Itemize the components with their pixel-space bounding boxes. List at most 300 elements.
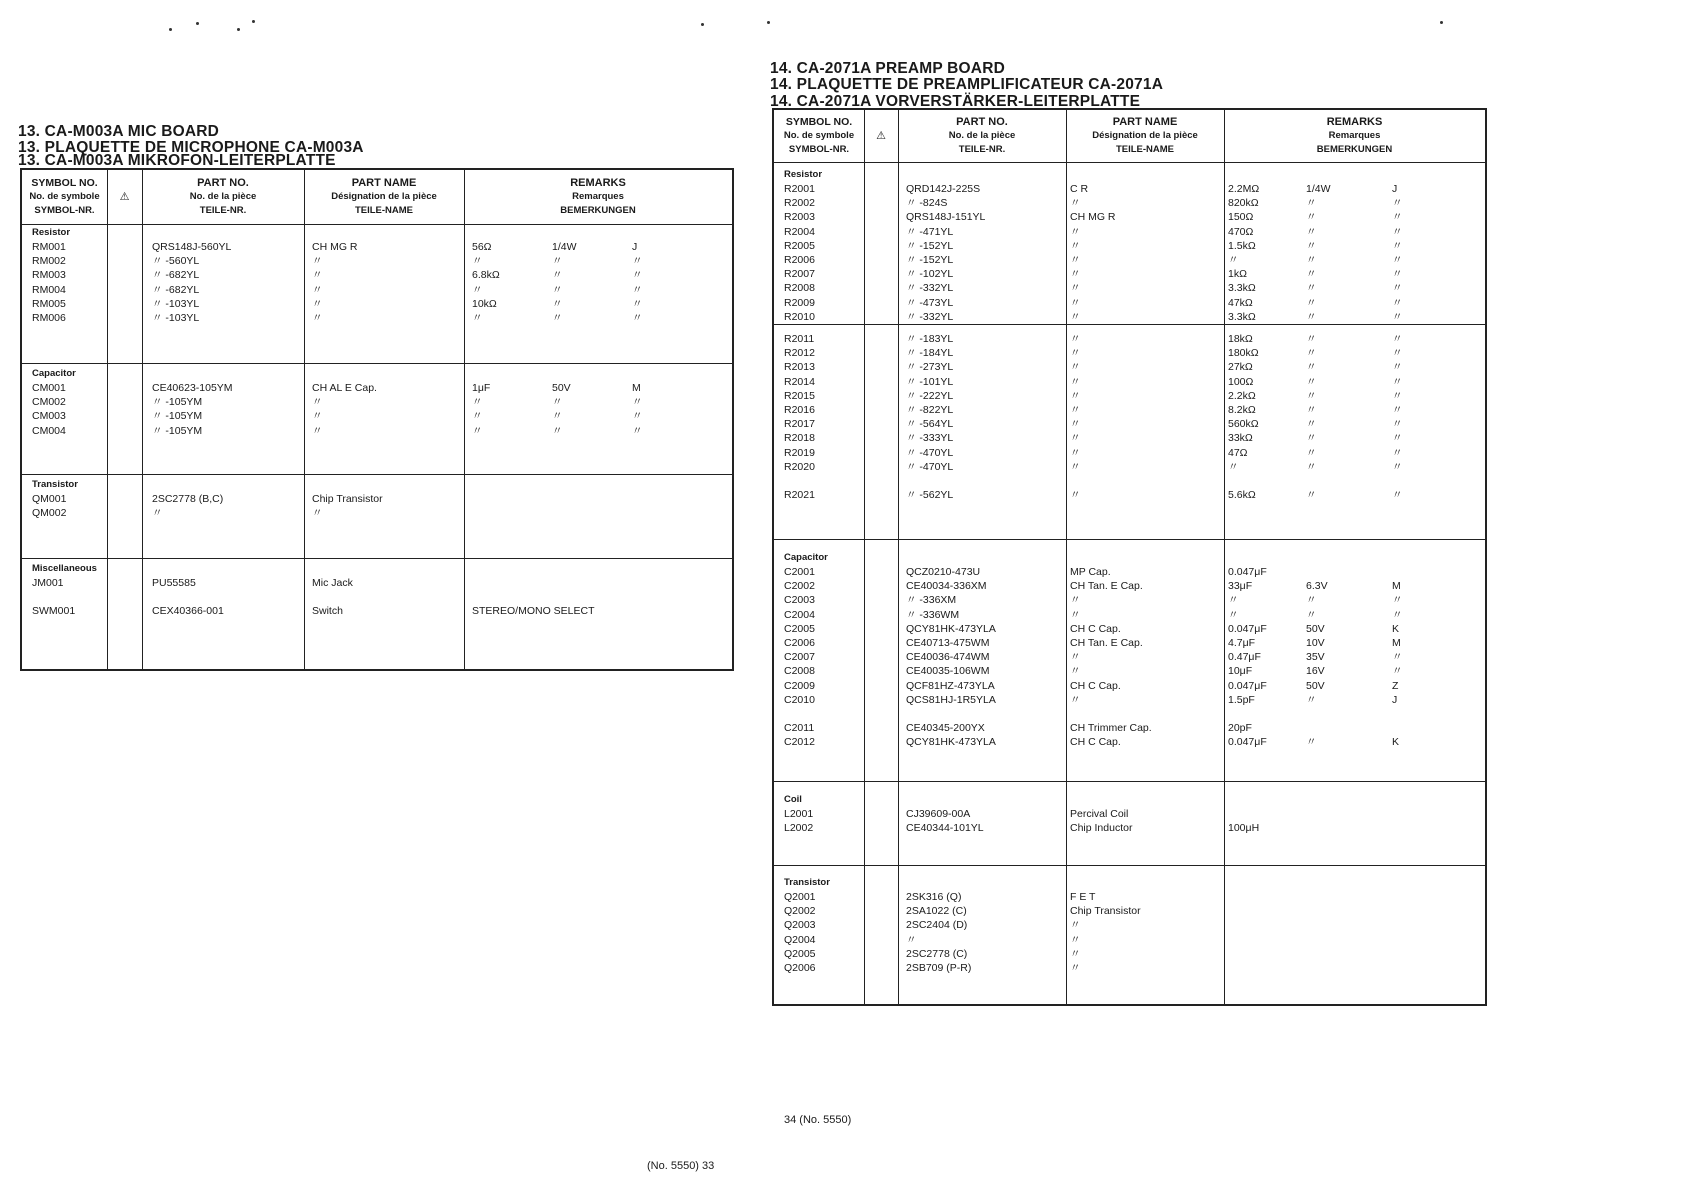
symbol-cell: RM005 xyxy=(32,298,66,310)
part-name-cell: CH MG R xyxy=(1070,211,1116,223)
part-name-cell: 〃 xyxy=(1070,390,1081,402)
part-name-cell: CH C Cap. xyxy=(1070,623,1121,635)
symbol-cell: C2011 xyxy=(784,722,815,734)
header-line: No. de la pièce xyxy=(189,191,257,202)
symbol-cell: C2010 xyxy=(784,694,815,706)
remark-rating-cell: 〃 xyxy=(1306,297,1317,309)
part-no-cell: CE40035-106WM xyxy=(906,665,990,677)
remark-value-cell: 150Ω xyxy=(1228,211,1254,223)
remark-value-cell: 4.7μF xyxy=(1228,637,1256,649)
symbol-cell: R2011 xyxy=(784,333,815,345)
remark-rating-cell: 〃 xyxy=(1306,333,1317,345)
part-no-cell: 〃 -103YL xyxy=(152,312,200,324)
symbol-cell: Q2004 xyxy=(784,934,816,946)
symbol-cell: JM001 xyxy=(32,577,64,589)
part-name-cell: 〃 xyxy=(312,298,323,310)
part-name-cell: 〃 xyxy=(1070,694,1081,706)
remark-value-cell: 〃 xyxy=(472,425,483,437)
part-no-cell: 〃 -103YL xyxy=(152,298,200,310)
header-line: No. de symbole xyxy=(29,191,100,202)
remark-rating-cell: 〃 xyxy=(1306,609,1317,621)
remark-rating-cell: 〃 xyxy=(552,396,563,408)
part-no-cell: 〃 -336XM xyxy=(906,594,957,606)
remark-tolerance-cell: M xyxy=(1392,637,1401,649)
remark-tolerance-cell: 〃 xyxy=(632,269,643,281)
part-no-cell: CE40345-200YX xyxy=(906,722,985,734)
remark-value-cell: STEREO/MONO SELECT xyxy=(472,605,595,617)
symbol-cell: C2009 xyxy=(784,680,815,692)
part-name-cell: CH C Cap. xyxy=(1070,736,1121,748)
remark-value-cell: 0.047μF xyxy=(1228,680,1267,692)
symbol-cell: C2012 xyxy=(784,736,815,748)
left-title-fr: 13. PLAQUETTE DE MICROPHONE CA-M003A xyxy=(18,139,364,156)
part-name-cell: 〃 xyxy=(1070,226,1081,238)
part-no-cell: QCF81HZ-473YLA xyxy=(906,680,995,692)
group-title: Coil xyxy=(784,794,802,805)
column-divider xyxy=(864,110,865,1004)
scan-speck xyxy=(196,22,199,25)
header-line: TEILE-NR. xyxy=(199,205,247,216)
group-title: Transistor xyxy=(32,479,78,490)
part-name-cell: F E T xyxy=(1070,891,1096,903)
symbol-cell: R2008 xyxy=(784,282,815,294)
symbol-cell: R2001 xyxy=(784,183,815,195)
right-title-de: 14. CA-2071A VORVERSTÄRKER-LEITERPLATTE xyxy=(770,93,1141,110)
part-no-cell: 2SC2778 (C) xyxy=(906,948,968,960)
part-no-cell: CJ39609-00A xyxy=(906,808,971,820)
remark-tolerance-cell: 〃 xyxy=(1392,665,1403,677)
remark-rating-cell: 〃 xyxy=(1306,311,1317,323)
remark-rating-cell: 〃 xyxy=(552,312,563,324)
part-no-cell: CE40713-475WM xyxy=(906,637,990,649)
remark-tolerance-cell: Z xyxy=(1392,680,1399,692)
part-no-cell: 〃 -152YL xyxy=(906,254,954,266)
remark-rating-cell: 50V xyxy=(1306,623,1325,635)
part-name-cell: 〃 xyxy=(1070,197,1081,209)
part-no-cell: 〃 -822YL xyxy=(906,404,954,416)
header-line: BEMERKUNGEN xyxy=(560,205,636,216)
part-name-cell: 〃 xyxy=(1070,404,1081,416)
scan-speck xyxy=(701,23,704,26)
remark-rating-cell: 〃 xyxy=(1306,736,1317,748)
scan-speck xyxy=(252,20,255,23)
remark-tolerance-cell: 〃 xyxy=(632,284,643,296)
header-line: PART NAME xyxy=(1112,116,1178,128)
group-title: Resistor xyxy=(32,227,71,238)
remark-tolerance-cell: M xyxy=(632,382,641,394)
part-name-cell: 〃 xyxy=(1070,347,1081,359)
symbol-cell: R2007 xyxy=(784,268,815,280)
remark-tolerance-cell: 〃 xyxy=(1392,197,1403,209)
remark-value-cell: 2.2kΩ xyxy=(1228,390,1256,402)
remark-value-cell: 0.047μF xyxy=(1228,736,1267,748)
remark-tolerance-cell: J xyxy=(632,241,638,253)
remark-tolerance-cell: 〃 xyxy=(1392,211,1403,223)
remark-rating-cell: 〃 xyxy=(552,255,563,267)
part-name-cell: 〃 xyxy=(1070,962,1081,974)
symbol-cell: L2001 xyxy=(784,808,814,820)
part-no-cell: 〃 -682YL xyxy=(152,284,200,296)
remark-value-cell: 47Ω xyxy=(1228,447,1248,459)
remark-rating-cell: 10V xyxy=(1306,637,1325,649)
remark-value-cell: 18kΩ xyxy=(1228,333,1253,345)
part-no-cell: PU55585 xyxy=(152,577,196,589)
remark-rating-cell: 35V xyxy=(1306,651,1325,663)
column-divider xyxy=(304,170,305,669)
scan-speck xyxy=(237,28,240,31)
remark-tolerance-cell: 〃 xyxy=(1392,404,1403,416)
scan-speck xyxy=(1440,21,1443,24)
part-name-cell: 〃 xyxy=(1070,651,1081,663)
header-line: No. de la pièce xyxy=(948,130,1016,141)
part-no-cell: 〃 -470YL xyxy=(906,447,954,459)
symbol-cell: R2019 xyxy=(784,447,815,459)
part-no-cell: 〃 -336WM xyxy=(906,609,960,621)
part-no-cell: 〃 -105YM xyxy=(152,396,203,408)
remark-rating-cell: 〃 xyxy=(1306,268,1317,280)
part-name-cell: 〃 xyxy=(312,255,323,267)
part-name-cell: 〃 xyxy=(1070,919,1081,931)
part-name-cell: 〃 xyxy=(1070,376,1081,388)
remark-rating-cell: 〃 xyxy=(1306,418,1317,430)
header-line: PART NAME xyxy=(351,177,417,189)
symbol-cell: R2005 xyxy=(784,240,815,252)
remark-rating-cell: 〃 xyxy=(1306,282,1317,294)
part-name-cell: 〃 xyxy=(312,284,323,296)
symbol-cell: QM001 xyxy=(32,493,67,505)
scan-speck xyxy=(169,28,172,31)
group-title: Capacitor xyxy=(784,552,828,563)
remark-value-cell: 0.047μF xyxy=(1228,566,1267,578)
remark-value-cell: 〃 xyxy=(472,312,483,324)
remark-tolerance-cell: K xyxy=(1392,736,1400,748)
remark-rating-cell: 〃 xyxy=(1306,447,1317,459)
right-title-fr: 14. PLAQUETTE DE PREAMPLIFICATEUR CA-2071A xyxy=(770,76,1164,93)
remark-rating-cell: 〃 xyxy=(1306,361,1317,373)
part-no-cell: CE40344-101YL xyxy=(906,822,984,834)
part-no-cell: 〃 -471YL xyxy=(906,226,954,238)
remark-tolerance-cell: 〃 xyxy=(1392,282,1403,294)
symbol-cell: C2001 xyxy=(784,566,815,578)
remark-value-cell: 56Ω xyxy=(472,241,492,253)
header-line: PART NO. xyxy=(197,177,249,189)
symbol-header xyxy=(22,170,107,224)
part-no-cell: 〃 -101YL xyxy=(906,376,954,388)
part-no-cell: 〃 xyxy=(152,507,163,519)
remark-value-cell: 1μF xyxy=(472,382,491,394)
remark-tolerance-cell: J xyxy=(1392,694,1398,706)
header-line: REMARKS xyxy=(1326,116,1383,128)
symbol-cell: R2021 xyxy=(784,489,815,501)
remark-value-cell: 1.5kΩ xyxy=(1228,240,1256,252)
remark-tolerance-cell: 〃 xyxy=(1392,254,1403,266)
group-divider xyxy=(22,474,732,475)
part-name-cell: 〃 xyxy=(1070,268,1081,280)
remark-rating-cell: 〃 xyxy=(1306,390,1317,402)
part-no-cell: 〃 -332YL xyxy=(906,282,954,294)
part-name-cell: 〃 xyxy=(1070,297,1081,309)
left-parts-table xyxy=(20,168,734,671)
part-no-cell: 2SB709 (P-R) xyxy=(906,962,972,974)
part-name-cell: Switch xyxy=(312,605,343,617)
remark-value-cell: 〃 xyxy=(1228,461,1239,473)
remark-value-cell: 8.2kΩ xyxy=(1228,404,1256,416)
remark-tolerance-cell: 〃 xyxy=(1392,447,1403,459)
part-name-cell: 〃 xyxy=(312,396,323,408)
part-name-cell: 〃 xyxy=(1070,311,1081,323)
part-name-cell: CH Tan. E Cap. xyxy=(1070,580,1143,592)
part-name-cell: 〃 xyxy=(1070,282,1081,294)
part-no-header xyxy=(898,110,1066,162)
remark-value-cell: 〃 xyxy=(1228,594,1239,606)
part-name-cell: 〃 xyxy=(312,269,323,281)
symbol-cell: C2002 xyxy=(784,580,815,592)
remark-rating-cell: 16V xyxy=(1306,665,1325,677)
remark-rating-cell: 〃 xyxy=(1306,432,1317,444)
part-no-cell: 〃 -470YL xyxy=(906,461,954,473)
part-name-cell: CH C Cap. xyxy=(1070,680,1121,692)
group-divider xyxy=(774,781,1485,782)
part-name-cell: Mic Jack xyxy=(312,577,353,589)
remark-value-cell: 10μF xyxy=(1228,665,1253,677)
remark-value-cell: 3.3kΩ xyxy=(1228,311,1256,323)
column-divider xyxy=(898,110,899,1004)
header-line: SYMBOL NO. xyxy=(785,116,853,128)
remark-tolerance-cell: 〃 xyxy=(1392,311,1403,323)
remark-tolerance-cell: 〃 xyxy=(1392,361,1403,373)
part-name-cell: 〃 xyxy=(312,312,323,324)
remark-value-cell: 100Ω xyxy=(1228,376,1254,388)
part-name-cell: 〃 xyxy=(1070,948,1081,960)
remark-value-cell: 33μF xyxy=(1228,580,1253,592)
part-no-cell: QCY81HK-473YLA xyxy=(906,736,996,748)
symbol-cell: R2003 xyxy=(784,211,815,223)
remark-rating-cell: 〃 xyxy=(1306,694,1317,706)
remark-tolerance-cell: 〃 xyxy=(632,298,643,310)
column-divider xyxy=(107,170,108,669)
remark-rating-cell: 〃 xyxy=(552,298,563,310)
part-no-cell: 〃 -273YL xyxy=(906,361,954,373)
remark-rating-cell: 〃 xyxy=(1306,254,1317,266)
remark-tolerance-cell: 〃 xyxy=(1392,418,1403,430)
remark-tolerance-cell: 〃 xyxy=(632,255,643,267)
caution-icon: ⚠ xyxy=(876,130,886,142)
remark-tolerance-cell: 〃 xyxy=(632,312,643,324)
symbol-cell: R2020 xyxy=(784,461,815,473)
part-name-cell: C R xyxy=(1070,183,1089,195)
remark-rating-cell: 50V xyxy=(1306,680,1325,692)
part-no-header xyxy=(142,170,304,224)
remark-value-cell: 820kΩ xyxy=(1228,197,1259,209)
header-line: Remarques xyxy=(1328,130,1381,141)
remark-value-cell: 〃 xyxy=(472,396,483,408)
group-divider xyxy=(22,558,732,559)
header-line: SYMBOL NO. xyxy=(31,177,98,189)
remark-rating-cell: 1/4W xyxy=(552,241,577,253)
part-name-cell: 〃 xyxy=(1070,432,1081,444)
part-name-cell: Chip Transistor xyxy=(1070,905,1141,917)
left-title-de: 13. CA-M003A MIKROFON-LEITERPLATTE xyxy=(18,152,336,169)
remark-tolerance-cell: 〃 xyxy=(1392,226,1403,238)
remark-value-cell: 100μH xyxy=(1228,822,1260,834)
part-name-cell: 〃 xyxy=(1070,609,1081,621)
part-name-cell: CH MG R xyxy=(312,241,358,253)
part-name-cell: 〃 xyxy=(1070,665,1081,677)
remark-value-cell: 560kΩ xyxy=(1228,418,1259,430)
remark-value-cell: 10kΩ xyxy=(472,298,497,310)
remark-rating-cell: 〃 xyxy=(1306,404,1317,416)
symbol-cell: Q2003 xyxy=(784,919,816,931)
symbol-cell: QM002 xyxy=(32,507,67,519)
group-title: Transistor xyxy=(784,877,830,888)
symbol-cell: R2013 xyxy=(784,361,815,373)
symbol-cell: Q2006 xyxy=(784,962,816,974)
symbol-cell: C2008 xyxy=(784,665,815,677)
remark-tolerance-cell: 〃 xyxy=(1392,240,1403,252)
remark-value-cell: 1kΩ xyxy=(1228,268,1247,280)
symbol-cell: Q2001 xyxy=(784,891,816,903)
part-no-cell: CEX40366-001 xyxy=(152,605,224,617)
part-no-cell: 2SC2778 (B,C) xyxy=(152,493,224,505)
symbol-cell: R2002 xyxy=(784,197,815,209)
caution-icon: ⚠ xyxy=(119,191,130,203)
remark-tolerance-cell: 〃 xyxy=(632,410,643,422)
remark-value-cell: 27kΩ xyxy=(1228,361,1253,373)
remark-value-cell: 470Ω xyxy=(1228,226,1254,238)
part-name-cell: 〃 xyxy=(1070,594,1081,606)
column-divider xyxy=(142,170,143,669)
remark-rating-cell: 〃 xyxy=(1306,594,1317,606)
part-no-cell: 〃 -183YL xyxy=(906,333,954,345)
part-no-cell: 〃 -560YL xyxy=(152,255,200,267)
remark-value-cell: 0.47μF xyxy=(1228,651,1261,663)
remark-tolerance-cell: 〃 xyxy=(1392,461,1403,473)
part-no-cell: 〃 -102YL xyxy=(906,268,954,280)
remark-tolerance-cell: 〃 xyxy=(1392,376,1403,388)
part-no-cell: 2SC2404 (D) xyxy=(906,919,968,931)
part-no-cell: 〃 -473YL xyxy=(906,297,954,309)
symbol-cell: C2003 xyxy=(784,594,815,606)
part-name-cell: CH Tan. E Cap. xyxy=(1070,637,1143,649)
header-line: PART NO. xyxy=(956,116,1008,128)
remarks-header xyxy=(1224,110,1485,162)
group-title: Miscellaneous xyxy=(32,563,97,574)
part-no-cell: QRS148J-560YL xyxy=(152,241,232,253)
remark-tolerance-cell: 〃 xyxy=(1392,594,1403,606)
table-header xyxy=(22,170,732,225)
header-line: Désignation de la pièce xyxy=(1092,130,1198,141)
group-title: Capacitor xyxy=(32,368,76,379)
remark-tolerance-cell: 〃 xyxy=(1392,297,1403,309)
part-no-cell: QCY81HK-473YLA xyxy=(906,623,996,635)
part-name-cell: 〃 xyxy=(1070,934,1081,946)
left-page-footer: (No. 5550) 33 xyxy=(647,1160,715,1172)
remark-rating-cell: 〃 xyxy=(1306,240,1317,252)
remark-rating-cell: 〃 xyxy=(1306,226,1317,238)
part-name-cell: Percival Coil xyxy=(1070,808,1129,820)
part-no-cell: 2SK316 (Q) xyxy=(906,891,962,903)
part-name-header xyxy=(304,170,464,224)
header-line: No. de symbole xyxy=(783,130,855,141)
header-line: TEILE-NR. xyxy=(958,144,1006,155)
remark-rating-cell: 1/4W xyxy=(1306,183,1331,195)
symbol-cell: Q2002 xyxy=(784,905,816,917)
remark-tolerance-cell: 〃 xyxy=(1392,390,1403,402)
scan-speck xyxy=(767,21,770,24)
part-no-cell: QCS81HJ-1R5YLA xyxy=(906,694,996,706)
part-no-cell: 〃 xyxy=(906,934,917,946)
part-name-cell: 〃 xyxy=(1070,254,1081,266)
symbol-header xyxy=(774,110,864,162)
part-no-cell: 〃 -332YL xyxy=(906,311,954,323)
symbol-cell: R2006 xyxy=(784,254,815,266)
part-no-cell: QCZ0210-473U xyxy=(906,566,981,578)
remark-rating-cell: 6.3V xyxy=(1306,580,1328,592)
part-no-cell: 2SA1022 (C) xyxy=(906,905,967,917)
remark-value-cell: 47kΩ xyxy=(1228,297,1253,309)
remark-tolerance-cell: 〃 xyxy=(632,396,643,408)
symbol-cell: RM006 xyxy=(32,312,66,324)
symbol-cell: R2016 xyxy=(784,404,815,416)
remark-value-cell: 2.2MΩ xyxy=(1228,183,1260,195)
part-name-cell: 〃 xyxy=(1070,418,1081,430)
column-divider xyxy=(1066,110,1067,1004)
symbol-cell: RM004 xyxy=(32,284,66,296)
header-line: REMARKS xyxy=(570,177,626,189)
part-no-cell: 〃 -105YM xyxy=(152,410,203,422)
right-parts-table xyxy=(772,108,1487,1006)
part-no-cell: CE40623-105YM xyxy=(152,382,233,394)
symbol-cell: C2005 xyxy=(784,623,815,635)
part-name-cell: 〃 xyxy=(312,410,323,422)
header-line: BEMERKUNGEN xyxy=(1316,144,1393,155)
part-no-cell: 〃 -564YL xyxy=(906,418,954,430)
part-no-cell: QRS148J-151YL xyxy=(906,211,986,223)
right-page-footer: 34 (No. 5550) xyxy=(784,1114,852,1126)
symbol-cell: R2018 xyxy=(784,432,815,444)
symbol-cell: C2006 xyxy=(784,637,815,649)
part-name-cell: CH AL E Cap. xyxy=(312,382,377,394)
part-name-cell: CH Trimmer Cap. xyxy=(1070,722,1152,734)
remark-rating-cell: 50V xyxy=(552,382,571,394)
remark-rating-cell: 〃 xyxy=(552,410,563,422)
remark-tolerance-cell: 〃 xyxy=(1392,347,1403,359)
symbol-cell: CM003 xyxy=(32,410,66,422)
remark-rating-cell: 〃 xyxy=(552,284,563,296)
part-name-cell: MP Cap. xyxy=(1070,566,1111,578)
remark-tolerance-cell: J xyxy=(1392,183,1398,195)
part-no-cell: 〃 -682YL xyxy=(152,269,200,281)
remark-rating-cell: 〃 xyxy=(1306,347,1317,359)
part-no-cell: 〃 -333YL xyxy=(906,432,954,444)
remark-rating-cell: 〃 xyxy=(1306,376,1317,388)
column-divider xyxy=(1224,110,1225,1004)
header-line: Remarques xyxy=(572,191,624,202)
part-no-cell: CE40036-474WM xyxy=(906,651,990,663)
part-name-cell: 〃 xyxy=(1070,333,1081,345)
remark-tolerance-cell: K xyxy=(1392,623,1400,635)
remark-value-cell: 20pF xyxy=(1228,722,1252,734)
remark-value-cell: 〃 xyxy=(472,255,483,267)
remark-value-cell: 6.8kΩ xyxy=(472,269,500,281)
left-title-en: 13. CA-M003A MIC BOARD xyxy=(18,123,220,140)
symbol-cell: R2009 xyxy=(784,297,815,309)
part-name-cell: Chip Inductor xyxy=(1070,822,1133,834)
table-header xyxy=(774,110,1485,163)
remark-value-cell: 3.3kΩ xyxy=(1228,282,1256,294)
symbol-cell: R2004 xyxy=(784,226,815,238)
remark-rating-cell: 〃 xyxy=(1306,197,1317,209)
